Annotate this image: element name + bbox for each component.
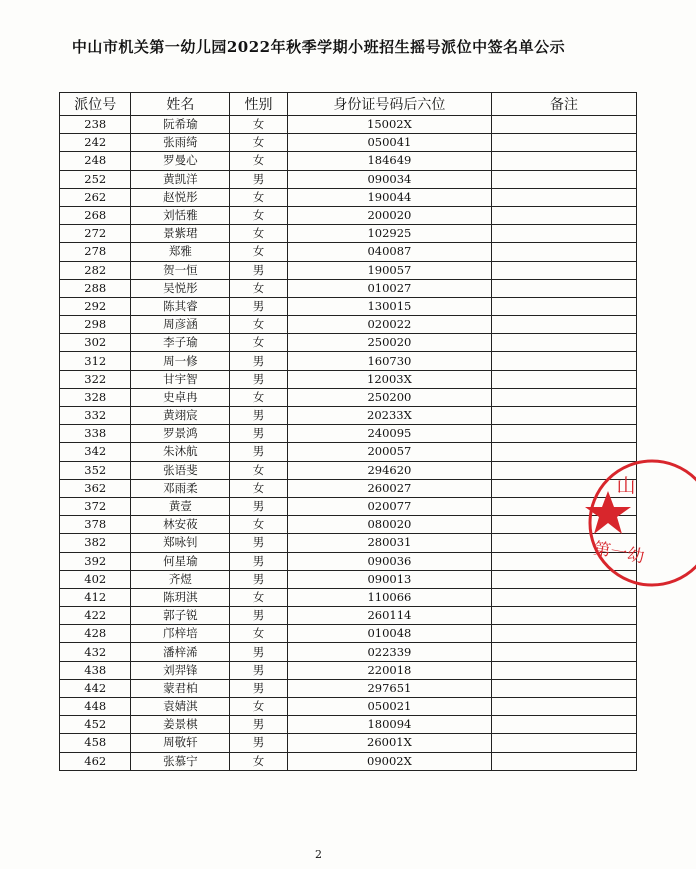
cell-gender: 男 [230,370,287,388]
cell-id-suffix: 190057 [287,261,491,279]
cell-id-suffix: 26001X [287,734,491,752]
cell-name: 邝梓培 [131,625,230,643]
cell-remarks [492,734,637,752]
table-row [60,552,637,570]
cell-remarks [492,752,637,770]
cell-name: 张语斐 [131,461,230,479]
cell-gender: 男 [230,643,287,661]
table-row [60,679,637,697]
cell-name: 郑咏钊 [131,534,230,552]
cell-gender: 男 [230,261,287,279]
cell-gender: 女 [230,116,287,134]
cell-number: 338 [60,425,131,443]
cell-number: 428 [60,625,131,643]
table-row [60,370,637,388]
cell-number: 282 [60,261,131,279]
cell-gender: 男 [230,552,287,570]
cell-number: 242 [60,134,131,152]
cell-name: 林安莜 [131,516,230,534]
cell-name: 陈其睿 [131,297,230,315]
cell-id-suffix: 040087 [287,243,491,261]
cell-number: 452 [60,716,131,734]
table-row [60,607,637,625]
table-row [60,588,637,606]
cell-name: 李子瑜 [131,334,230,352]
page-number: 2 [315,848,322,861]
table-row [60,734,637,752]
cell-number: 302 [60,334,131,352]
cell-id-suffix: 220018 [287,661,491,679]
table-row [60,206,637,224]
table-row [60,534,637,552]
cell-id-suffix: 297651 [287,679,491,697]
cell-gender: 女 [230,698,287,716]
cell-number: 372 [60,497,131,515]
cell-gender: 女 [230,279,287,297]
cell-number: 438 [60,661,131,679]
cell-number: 422 [60,607,131,625]
cell-number: 352 [60,461,131,479]
cell-name: 吴悦彤 [131,279,230,297]
cell-remarks [492,607,637,625]
cell-number: 322 [60,370,131,388]
cell-remarks [492,116,637,134]
cell-id-suffix: 12003X [287,370,491,388]
cell-name: 刘羿锋 [131,661,230,679]
table-row [60,279,637,297]
cell-name: 蒙君柏 [131,679,230,697]
cell-number: 248 [60,152,131,170]
cell-remarks [492,643,637,661]
cell-number: 458 [60,734,131,752]
cell-remarks [492,370,637,388]
table-row [60,170,637,188]
cell-number: 312 [60,352,131,370]
cell-name: 袁婧淇 [131,698,230,716]
cell-id-suffix: 050041 [287,134,491,152]
cell-remarks [492,698,637,716]
cell-number: 442 [60,679,131,697]
cell-name: 姜景棋 [131,716,230,734]
cell-number: 262 [60,188,131,206]
table-row [60,643,637,661]
cell-remarks [492,188,637,206]
cell-gender: 男 [230,425,287,443]
cell-id-suffix: 050021 [287,698,491,716]
cell-remarks [492,588,637,606]
cell-gender: 男 [230,443,287,461]
cell-id-suffix: 080020 [287,516,491,534]
cell-number: 332 [60,407,131,425]
cell-gender: 男 [230,661,287,679]
cell-remarks [492,316,637,334]
cell-name: 周敬轩 [131,734,230,752]
table-row [60,625,637,643]
table-row [60,661,637,679]
cell-id-suffix: 184649 [287,152,491,170]
cell-gender: 男 [230,297,287,315]
cell-gender: 女 [230,334,287,352]
cell-name: 潘梓浠 [131,643,230,661]
cell-name: 刘恬雅 [131,206,230,224]
table-row [60,425,637,443]
table-row [60,570,637,588]
cell-id-suffix: 102925 [287,225,491,243]
cell-id-suffix: 294620 [287,461,491,479]
table-row [60,188,637,206]
table-row [60,152,637,170]
cell-name: 周一修 [131,352,230,370]
cell-number: 288 [60,279,131,297]
cell-name: 张雨绮 [131,134,230,152]
cell-name: 罗曼心 [131,152,230,170]
cell-remarks [492,625,637,643]
header-gender: 性别 [230,93,287,116]
cell-id-suffix: 110066 [287,588,491,606]
page-title: 中山市机关第一幼儿园2022年秋季学期小班招生摇号派位中签名单公示 [71,38,566,56]
table-row [60,516,637,534]
cell-number: 382 [60,534,131,552]
cell-gender: 男 [230,570,287,588]
cell-number: 328 [60,388,131,406]
cell-gender: 女 [230,134,287,152]
cell-gender: 女 [230,461,287,479]
cell-name: 张慕宁 [131,752,230,770]
cell-remarks [492,661,637,679]
official-seal [586,456,696,590]
table-header-row [60,93,637,116]
cell-gender: 女 [230,479,287,497]
table-row [60,352,637,370]
cell-gender: 男 [230,734,287,752]
cell-id-suffix: 090036 [287,552,491,570]
cell-gender: 男 [230,679,287,697]
cell-remarks [492,679,637,697]
cell-id-suffix: 180094 [287,716,491,734]
cell-gender: 男 [230,352,287,370]
cell-id-suffix: 260027 [287,479,491,497]
cell-id-suffix: 090013 [287,570,491,588]
cell-number: 448 [60,698,131,716]
cell-number: 432 [60,643,131,661]
cell-number: 252 [60,170,131,188]
table-row [60,716,637,734]
cell-name: 齐煜 [131,570,230,588]
cell-gender: 女 [230,188,287,206]
cell-name: 郑雅 [131,243,230,261]
table-row [60,316,637,334]
table-row [60,479,637,497]
cell-remarks [492,334,637,352]
cell-number: 362 [60,479,131,497]
cell-remarks [492,225,637,243]
header-name: 姓名 [131,93,230,116]
table-body [60,116,637,771]
cell-id-suffix: 090034 [287,170,491,188]
table-row [60,334,637,352]
cell-gender: 女 [230,225,287,243]
cell-gender: 男 [230,170,287,188]
cell-remarks [492,388,637,406]
cell-gender: 女 [230,152,287,170]
cell-id-suffix: 020022 [287,316,491,334]
header-number: 派位号 [60,93,131,116]
cell-name: 黄翊宸 [131,407,230,425]
table-row [60,261,637,279]
table-row [60,388,637,406]
cell-name: 黄凯洋 [131,170,230,188]
cell-name: 陈玥淇 [131,588,230,606]
cell-gender: 女 [230,316,287,334]
cell-number: 278 [60,243,131,261]
cell-id-suffix: 200020 [287,206,491,224]
cell-gender: 女 [230,588,287,606]
cell-name: 周彦涵 [131,316,230,334]
cell-id-suffix: 20233X [287,407,491,425]
cell-name: 何星瑜 [131,552,230,570]
cell-gender: 女 [230,516,287,534]
cell-remarks [492,206,637,224]
cell-name: 罗景鸿 [131,425,230,443]
cell-id-suffix: 010027 [287,279,491,297]
cell-remarks [492,152,637,170]
cell-number: 272 [60,225,131,243]
table-row [60,225,637,243]
table-row [60,116,637,134]
cell-remarks [492,279,637,297]
cell-id-suffix: 250020 [287,334,491,352]
cell-number: 462 [60,752,131,770]
cell-name: 郭子锐 [131,607,230,625]
seal-text-bottom: 第一幼 [592,538,646,568]
cell-number: 342 [60,443,131,461]
cell-gender: 女 [230,388,287,406]
cell-number: 412 [60,588,131,606]
cell-id-suffix: 200057 [287,443,491,461]
cell-id-suffix: 260114 [287,607,491,625]
seal-text-top: 山 [616,475,636,497]
cell-number: 268 [60,206,131,224]
cell-number: 292 [60,297,131,315]
cell-name: 阮希瑜 [131,116,230,134]
cell-number: 298 [60,316,131,334]
cell-name: 赵悦彤 [131,188,230,206]
cell-id-suffix: 010048 [287,625,491,643]
cell-gender: 女 [230,243,287,261]
cell-name: 景紫珺 [131,225,230,243]
cell-remarks [492,297,637,315]
cell-remarks [492,261,637,279]
cell-id-suffix: 240095 [287,425,491,443]
cell-remarks [492,425,637,443]
table-row [60,752,637,770]
cell-gender: 女 [230,206,287,224]
cell-name: 史卓冉 [131,388,230,406]
cell-name: 甘宇智 [131,370,230,388]
cell-name: 黄壹 [131,497,230,515]
roster-table [59,92,637,771]
cell-remarks [492,134,637,152]
cell-gender: 男 [230,716,287,734]
cell-name: 贺一恒 [131,261,230,279]
header-remarks: 备注 [492,93,637,116]
cell-id-suffix: 020077 [287,497,491,515]
cell-id-suffix: 09002X [287,752,491,770]
cell-gender: 男 [230,534,287,552]
cell-number: 392 [60,552,131,570]
cell-number: 402 [60,570,131,588]
cell-remarks [492,352,637,370]
cell-name: 朱沐航 [131,443,230,461]
table-row [60,134,637,152]
cell-id-suffix: 190044 [287,188,491,206]
table-row [60,297,637,315]
cell-id-suffix: 022339 [287,643,491,661]
cell-remarks [492,243,637,261]
table-row [60,443,637,461]
cell-id-suffix: 280031 [287,534,491,552]
cell-remarks [492,407,637,425]
cell-gender: 男 [230,607,287,625]
table-row [60,461,637,479]
cell-remarks [492,716,637,734]
cell-number: 238 [60,116,131,134]
cell-gender: 男 [230,407,287,425]
cell-gender: 女 [230,625,287,643]
table-row [60,243,637,261]
table-row [60,407,637,425]
cell-remarks [492,170,637,188]
cell-id-suffix: 160730 [287,352,491,370]
cell-id-suffix: 130015 [287,297,491,315]
cell-gender: 女 [230,752,287,770]
table-row [60,698,637,716]
cell-id-suffix: 15002X [287,116,491,134]
cell-number: 378 [60,516,131,534]
cell-id-suffix: 250200 [287,388,491,406]
cell-name: 邓雨柔 [131,479,230,497]
cell-gender: 男 [230,497,287,515]
table-row [60,497,637,515]
header-id-suffix: 身份证号码后六位 [287,93,491,116]
